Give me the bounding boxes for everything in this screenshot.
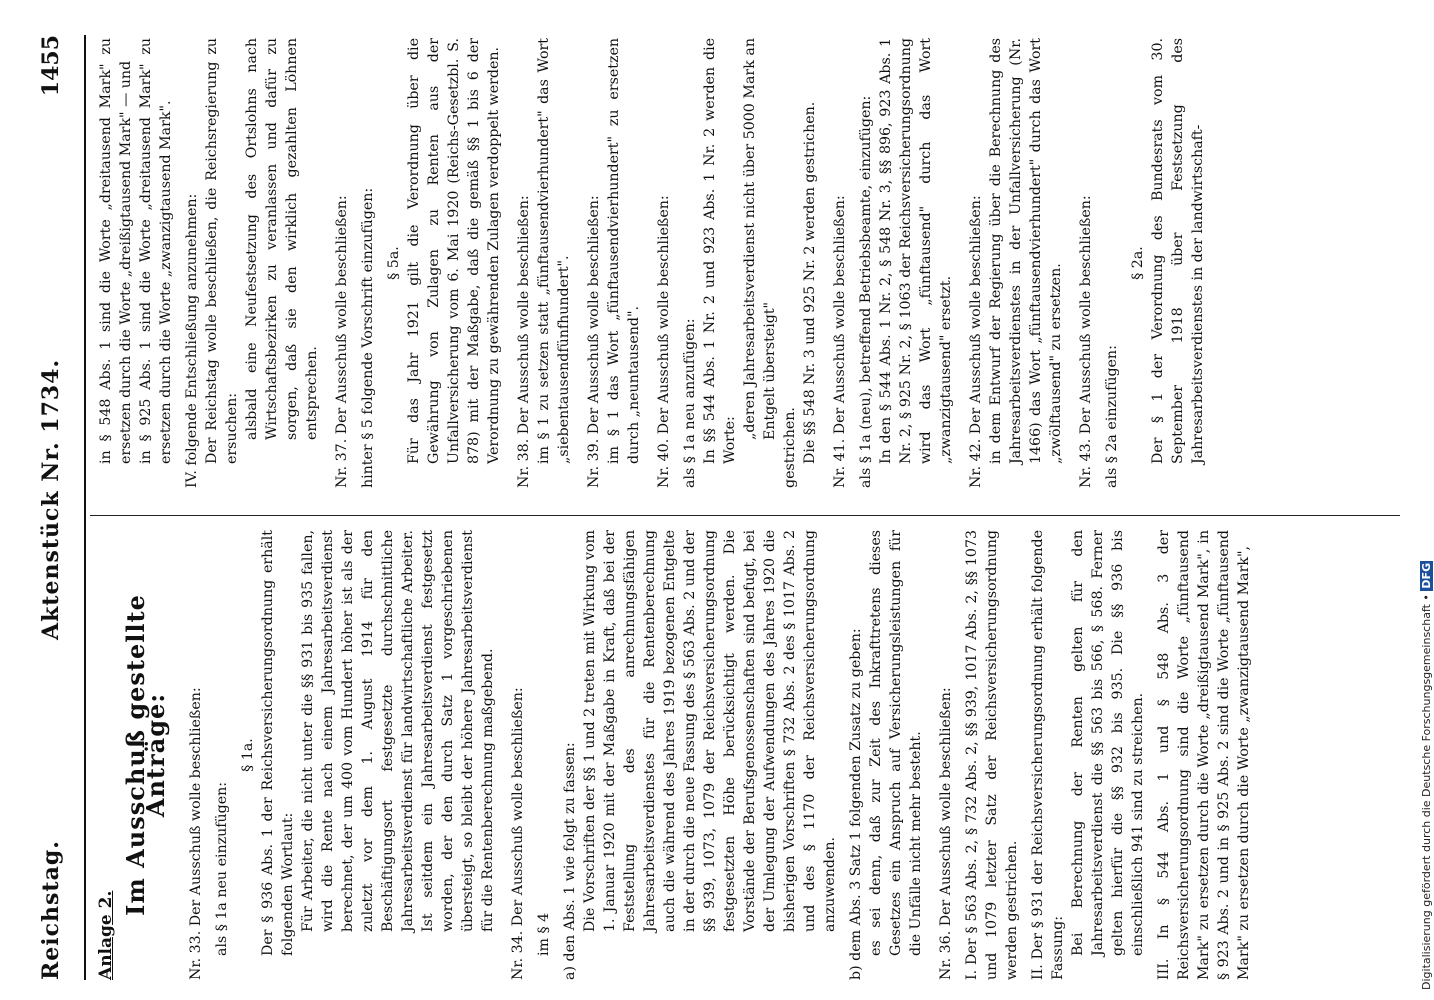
paragraph: „deren Jahresarbeitsverdienst nicht über 5000 Mark an Entgelt übersteigt"	[742, 38, 778, 440]
header-rule	[84, 35, 86, 980]
page-number: 1455	[38, 35, 64, 97]
paragraph: Der Reichstag wolle beschließen, die Reichsregierung zu ersuchen:	[204, 38, 240, 464]
column-divider	[90, 515, 1400, 516]
motion-43-heading: Nr. 43. Der Ausschuß wolle beschließen:	[1078, 195, 1094, 488]
left-column	[96, 530, 1254, 980]
paragraph: als § 1a neu einzufügen:	[214, 781, 230, 956]
motion-37-heading: Nr. 37. Der Ausschuß wolle beschließen:	[334, 195, 350, 488]
paragraph: a) den Abs. 1 wie folgt zu fassen:	[562, 742, 578, 980]
paragraph: b) dem Abs. 3 Satz 1 folgenden Zusatz zu geben:	[848, 628, 864, 980]
paragraph: II. Der § 931 der Reichsversicherungsordnung erhält folgende Fassung:	[1030, 530, 1066, 980]
paragraph: gestrichen.	[782, 407, 798, 488]
paragraph: Die Vorschriften der §§ 1 und 2 treten mit Wirkung vom 1. Januar 1920 mit der Maßgabe in Kraft, daß bei der Feststellung des anrechnungsfähigen Jahresarbeitsverdienstes für die Rentenberechnung auch die während des Jahres 1919 bezogenen Entgelte in der durch die neue Fassung des § 563 Abs. 2 und der §§ 939, 1073, 1079 der Reichsversicherungsordnung festgesetzten Höhe berücksichtigt werden. Die Vorstände der Berufsgenossenschaften sind befugt, bei der Umlegung der Aufwendungen des Jahres 1920 die bisherigen Vorschriften § 732 Abs. 2 des § 1017 Abs. 2 und des § 1170 der Reichsversicherungsordnung anzuwenden.	[582, 530, 838, 932]
motion-33-heading: Nr. 33. Der Ausschuß wolle beschließen:	[188, 687, 204, 980]
paragraph: In den § 544 Abs. 1 Nr. 2, § 548 Nr. 3, §§ 896, 923 Abs. 1 Nr. 2, § 925 Nr. 2, § 1063 der Reichsversicherungsordnung wird das Wort „fünftausend" durch das Wort „zwanzigtausend" ersetzt.	[878, 38, 954, 464]
paragraph: in § 548 Abs. 1 sind die Worte „dreitausend Mark" zu ersetzen durch die Worte „dreißigtausend Mark" — und	[98, 38, 134, 464]
section-title: Im Ausschuß gestellte Anträge:	[121, 594, 170, 916]
paragraph: Für Arbeiter, die nicht unter die §§ 931 bis 935 fallen, wird die Rente nach einem Jahresarbeitsverdienst berechnet, der um 400 vom Hundert höher ist als der zuletzt vor dem 1. August 1914 für den Beschäftigungsort festgesetzte durchschnittliche Jahresarbeitsverdienst für landwirtschaftliche Arbeiter. Ist seitdem ein Jahresarbeitsverdienst festgesetzt worden, der den durch Satz 1 vorgeschriebenen übersteigt, so bleibt der höhere Jahresarbeitsverdienst für die Rentenberechnung maßgebend.	[300, 530, 496, 932]
paragraph: als § 2a einzufügen:	[1104, 345, 1120, 488]
section-mark: § 2a.	[1130, 246, 1146, 280]
paragraph: es sei denn, daß zur Zeit des Inkrafttretens dieses Gesetzes ein Anspruch auf Versicherungsleistungen für die Unfälle nicht mehr besteht.	[868, 530, 924, 956]
header-center: Aktenstück Nr. 1734.	[38, 358, 64, 640]
paragraph: im § 4	[536, 912, 552, 956]
motion-34-heading: Nr. 34. Der Ausschuß wolle beschließen:	[510, 687, 526, 980]
paragraph: Der § 1 der Verordnung des Bundesrats vom 30. September 1918 über Festsetzung des Jahresarbeitsverdienstes in der landwirtschaft-	[1150, 38, 1206, 464]
funding-text: Digitalisierung gefördert durch die Deutsche Forschungsgemeinschaft •	[1420, 594, 1433, 990]
paragraph: alsbald eine Neufestsetzung des Ortslohns nach Wirtschaftsbezirken zu veranlassen und dafür zu sorgen, daß sie den wirklich gezahlten Löhnen entsprechen.	[244, 38, 320, 440]
motion-42-heading: Nr. 42. Der Ausschuß wolle beschließen:	[968, 195, 984, 488]
paragraph: I. Der § 563 Abs. 2, § 732 Abs. 2, §§ 939, 1017 Abs. 2, §§ 1073 und 1079 letzter Satz der Reichsversicherungsordnung werden gestrichen.	[964, 530, 1020, 980]
right-column	[96, 38, 1208, 488]
paragraph: Die §§ 548 Nr. 3 und 925 Nr. 2 werden gestrichen.	[802, 101, 818, 464]
anlage-label: Anlage 2.	[96, 890, 116, 980]
funding-note	[1420, 561, 1433, 990]
section-mark: § 5a.	[386, 246, 402, 280]
header-left: Reichstag.	[38, 840, 64, 980]
paragraph: als § 1a neu anzufügen:	[682, 318, 698, 488]
paragraph: In §§ 544 Abs. 1 Nr. 2 und 923 Abs. 1 Nr. 2 werden die Worte:	[702, 38, 738, 464]
paragraph: in § 925 Abs. 1 sind die Worte „dreitausend Mark" zu ersetzen durch die Worte „zwanzigtausend Mark".	[138, 38, 174, 464]
motion-41-heading: Nr. 41. Der Ausschuß wolle beschließen:	[832, 195, 848, 488]
paragraph: im § 1 das Wort „fünftausendvierhundert" zu ersetzen durch „neuntausend".	[606, 38, 642, 464]
dfg-logo: DFG	[1420, 562, 1433, 589]
paragraph: III. In § 544 Abs. 1 und § 548 Abs. 3 der Reichsversicherungsordnung sind die Worte „fünftausend Mark" zu ersetzen durch die Worte „dreißigtausend Mark", in § 923 Abs. 2 und in § 925 Abs. 2 sind die Worte „fünftausend Mark" zu ersetzen durch die Worte „zwanzigtausend Mark",	[1156, 530, 1252, 980]
motion-40-heading: Nr. 40. Der Ausschuß wolle beschließen:	[656, 195, 672, 488]
motion-39-heading: Nr. 39. Der Ausschuß wolle beschließen:	[586, 195, 602, 488]
paragraph: Der § 936 Abs. 1 der Reichsversicherungsordnung erhält folgenden Wortlaut:	[260, 530, 296, 956]
paragraph: in dem Entwurf der Regierung über die Berechnung des Jahresarbeitsverdienstes in der Unfallversicherung (Nr. 1466) das Wort „fünftausendvierhundert" durch das Wort „zwölftausend" zu ersetzen.	[988, 38, 1064, 464]
paragraph: Für das Jahr 1921 gilt die Verordnung über die Gewährung von Zulagen zu Renten aus der Unfallversicherung vom 6. Mai 1920 (Reichs-Gesetzbl. S. 878) mit der Maßgabe, daß die gemäß §§ 1 bis 6 der Verordnung zu gewährenden Zulagen verdoppelt werden.	[406, 38, 502, 464]
paragraph: IV. folgende Entschließung anzunehmen:	[184, 193, 200, 488]
paragraph: im § 1 zu setzen statt „fünftausendvierhundert" das Wort „siebentausendfünfhundert".	[536, 38, 572, 464]
paragraph: hinter § 5 folgende Vorschrift einzufügen:	[360, 187, 376, 488]
paragraph: als § 1a (neu), betreffend Betriebsbeamte, einzufügen:	[858, 95, 874, 488]
motion-36-heading: Nr. 36. Der Ausschuß wolle beschließen:	[938, 687, 954, 980]
paragraph: Bei Berechnung der Renten gelten für den Jahresarbeitsverdienst die §§ 563 bis 566, § 568. Ferner gelten hierfür die §§ 932 bis 935. Die §§ 936 bis einschließlich 941 sind zu streichen.	[1070, 530, 1146, 956]
page-header	[38, 35, 78, 980]
motion-38-heading: Nr. 38. Der Ausschuß wolle beschließen:	[516, 195, 532, 488]
section-mark: § 1a.	[240, 738, 256, 772]
